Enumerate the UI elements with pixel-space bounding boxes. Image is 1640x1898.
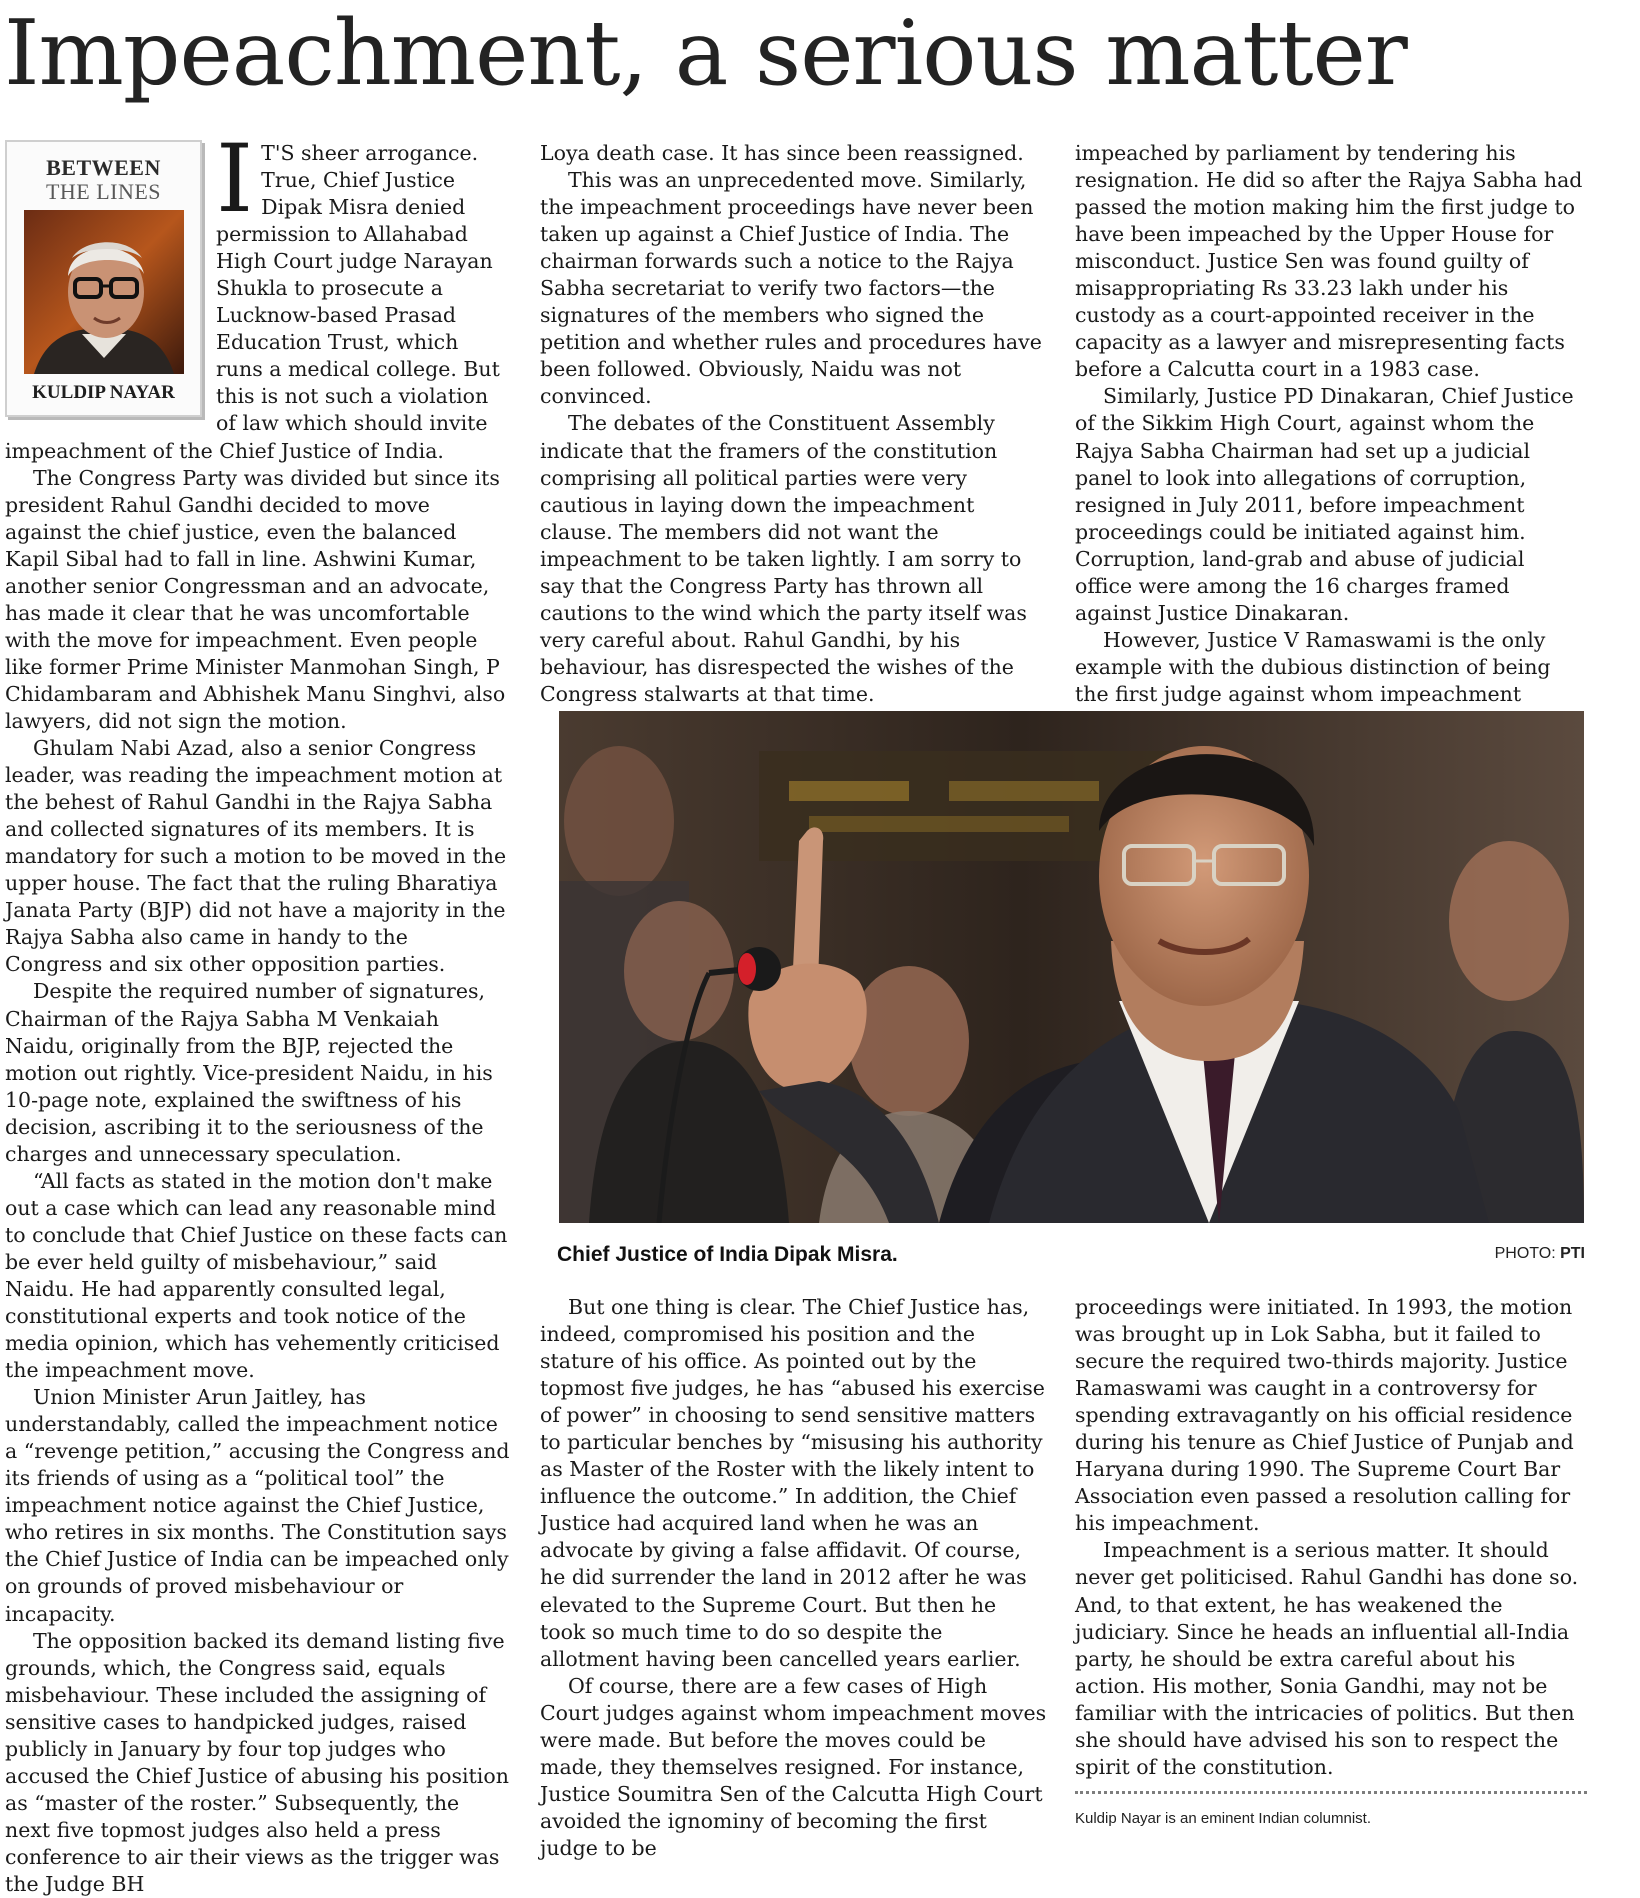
- paragraph: Of course, there are a few cases of High Court judges against whom impeachment moves were made. But before the moves could be made, they themselves resigned. For instance, Justice Soumitra Sen of the Calcutta High Court avoided the ignominy of becoming the first judge to be: [540, 1673, 1047, 1860]
- photo-caption: Chief Justice of India Dipak Misra.: [557, 1243, 898, 1266]
- paragraph: proceedings were initiated. In 1993, the motion was brought up in Lok Sabha, but it failed to secure the required two-thirds majority. Justice Ramaswami was caught in a controversy for spending extravagantly on his official residence during his tenure as Chief Justice of Punjab and Haryana during 1990. The Supreme Court Bar Association even passed a resolution calling for his impeachment.: [1075, 1295, 1574, 1536]
- paragraph: Ghulam Nabi Azad, also a senior Congress leader, was reading the impeachment motion at the behest of Rahul Gandhi in the Rajya Sabha and collected signatures of its members. It is mandatory for such a motion to be moved in the upper house. The fact that the ruling Bharatiya Janata Party (BJP) did not have a majority in the Rajya Sabha also came in handy to the Congress and six other opposition parties.: [5, 736, 507, 977]
- paragraph: Loya death case. It has since been reassigned.: [540, 141, 1024, 165]
- paragraph: Impeachment is a serious matter. It should never get politicised. Rahul Gandhi has done so. And, to that extent, he has weakened the judiciary. Since he heads an influential all-India party, he should be extra careful about his action. His mother, Sonia Gandhi, may not be familiar with the intricacies of politics. But then she should have advised his son to respect the spirit of the constitution.: [1075, 1538, 1579, 1779]
- paragraph: The Congress Party was divided but since its president Rahul Gandhi decided to move against the chief justice, even the balanced Kapil Sibal had to fall in line. Ashwini Kumar, another senior Congressman and an advocate, has made it clear that he was uncomfortable with the move for impeachment. Even people like former Prime Minister Manmohan Singh, P Chidambaram and Abhishek Manu Singhvi, also lawyers, did not sign the motion.: [5, 465, 506, 733]
- article-column-2: [540, 140, 1047, 708]
- article-column-3-bottom: [1075, 1294, 1587, 1781]
- byline-label-bottom: THE LINES: [45, 179, 162, 204]
- paragraph: T'S sheer arrogance. True, Chief Justice Dipak Misra denied permission to Allahabad High Court judge Narayan Shukla to prosecute a Lucknow-based Prasad Education Trust, which runs a medical college. But this is not such a violation of law which should invite impeachment of the Chief Justice of India.: [5, 141, 500, 463]
- byline-box: [5, 140, 202, 417]
- article-column-1: [5, 125, 510, 1898]
- drop-cap: I: [216, 125, 254, 234]
- photo-credit-source: PTI: [1560, 1245, 1585, 1262]
- paragraph: This was an unprecedented move. Similarly, the impeachment proceedings have never been taken up against a Chief Justice of India. The chairman forwards such a notice to the Rajya Sabha secretariat to verify two factors—the signatures of the members who signed the petition and whether rules and procedures have been followed. Obviously, Naidu was not convinced.: [540, 168, 1042, 409]
- paragraph: But one thing is clear. The Chief Justice has, indeed, compromised his position and the stature of his office. As pointed out by the topmost five judges, he has “abused his exercise of power” in choosing to send sensitive matters to particular benches by “misusing his authority as Master of the Roster with the likely intent to influence the outcome.” In addition, the Chief Justice had acquired land when he was an advocate by giving a false affidavit. Of course, he did surrender the land in 2012 after he was elevated to the Supreme Court. But then he took so much time to do so despite the allotment having been cancelled years earlier.: [540, 1295, 1045, 1671]
- author-bio: Kuldip Nayar is an eminent Indian columnist.: [1075, 1810, 1371, 1827]
- news-photo: [559, 711, 1584, 1223]
- paragraph: Despite the required number of signatures, Chairman of the Rajya Sabha M Venkaiah Naidu, originally from the BJP, rejected the motion out rightly. Vice-president Naidu, in his 10-page note, explained the swiftness of his decision, ascribing it to the seriousness of the charges and unnecessary speculation.: [5, 979, 493, 1166]
- paragraph: Similarly, Justice PD Dinakaran, Chief Justice of the Sikkim High Court, against whom the Rajya Sabha Chairman had set up a judicial panel to look into allegations of corruption, resigned in July 2011, before impeachment proceedings could be initiated against him. Corruption, land-grab and abuse of judicial office were among the 16 charges framed against Justice Dinakaran.: [1075, 384, 1574, 625]
- paragraph: The debates of the Constituent Assembly indicate that the framers of the constitution comprising all political parties were very cautious in laying down the impeachment clause. The members did not want the impeachment to be taken lightly. I am sorry to say that the Congress Party has thrown all cautions to the wind which the party itself was very careful about. Rahul Gandhi, by his behaviour, has disrespected the wishes of the Congress stalwarts at that time.: [540, 411, 1027, 706]
- byline-author-name: KULDIP NAYAR: [32, 382, 175, 403]
- article-column-3: [1075, 140, 1587, 708]
- article-column-2-bottom: [540, 1294, 1047, 1862]
- paragraph: “All facts as stated in the motion don't make out a case which can lead any reasonable mind to conclude that Chief Justice on these facts can be ever held guilty of misbehaviour,” said Naidu. He had apparently consulted legal, constitutional experts and took notice of the media opinion, which has vehemently criticised the impeachment move.: [5, 1168, 508, 1383]
- paragraph: impeached by parliament by tendering his resignation. He did so after the Rajya Sabha had passed the motion making him the first judge to have been impeached by the Upper House for misconduct. Justice Sen was found guilty of misappropriating Rs 33.23 lakh under his custody as a court-appointed receiver in the capacity as a lawyer and misrepresenting facts before a Calcutta court in a 1983 case.: [1075, 141, 1583, 382]
- photo-credit-label: PHOTO:: [1494, 1245, 1556, 1262]
- photo-credit: [1495, 1245, 1585, 1263]
- dotted-divider: [1075, 1791, 1587, 1794]
- paragraph: However, Justice V Ramaswami is the only example with the dubious distinction of being the first judge against whom impeachment: [1075, 627, 1551, 706]
- paragraph: The opposition backed its demand listing five grounds, which, the Congress said, equals misbehaviour. These included the assigning of sensitive cases to handpicked judges, raised publicly in January by four top judges who accused the Chief Justice of abusing his position as “master of the roster.” Subsequently, the next five topmost judges also held a press conference to air their views as the trigger was the Judge BH: [5, 1628, 509, 1896]
- author-photo: [24, 210, 184, 374]
- byline-label-top: BETWEEN: [46, 155, 161, 180]
- headline: Impeachment, a serious matter: [4, 1, 1407, 106]
- paragraph: Union Minister Arun Jaitley, has understandably, called the impeachment notice a “revenge petition,” accusing the Congress and its friends of using as a “political tool” the impeachment notice against the Chief Justice, who retires in six months. The Constitution says the Chief Justice of India can be impeached only on grounds of proved misbehaviour or incapacity.: [5, 1385, 510, 1626]
